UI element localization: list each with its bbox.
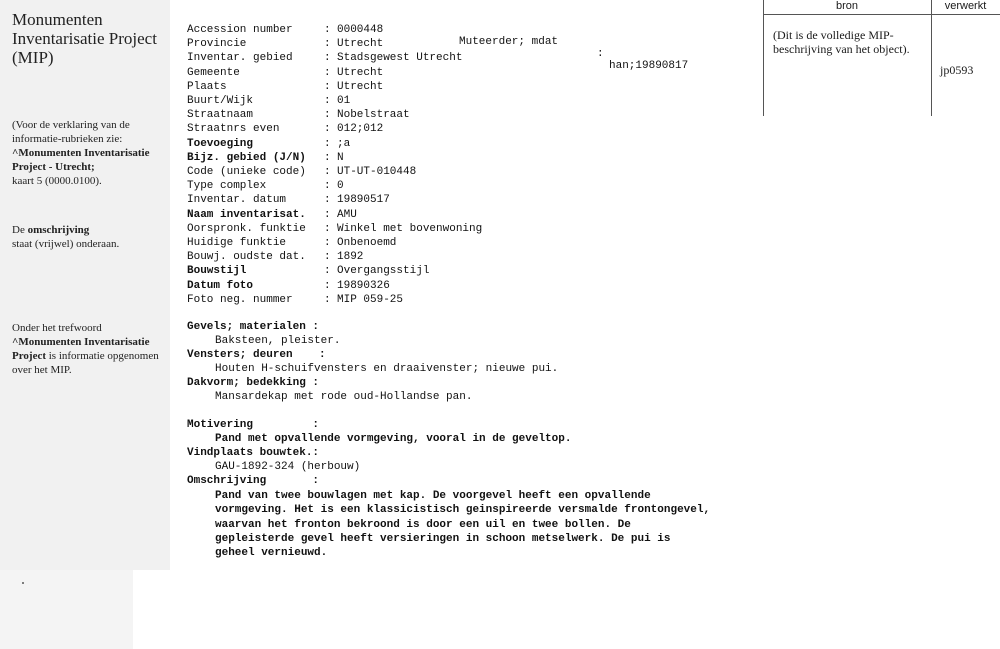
field-value: MIP 059-25: [337, 293, 404, 306]
mutation-label: Muteerder; mdat: [459, 36, 559, 48]
field-colon: :: [324, 38, 331, 51]
keyword-note-post: is informatie opgenomen over het MIP.: [12, 350, 159, 376]
speck-dot: [22, 582, 24, 584]
field-value: Utrecht: [337, 66, 384, 79]
legend-note-ref-tail: kaart 5 (0000.0100).: [12, 175, 102, 187]
dakvorm-text: Mansardekap met rode oud-Hollandse pan.: [215, 391, 473, 403]
vindplaats-text: GAU-1892-324 (herbouw): [215, 461, 361, 473]
col-verwerkt-header: verwerkt: [944, 0, 987, 12]
field-colon: :: [324, 109, 331, 122]
legend-note: [12, 118, 167, 188]
field-colon: :: [324, 237, 331, 249]
field-label: Huidige funktie: [187, 237, 287, 249]
field-label: Toevoeging: [187, 137, 254, 150]
field-value: AMU: [337, 208, 357, 221]
source-table-header: [763, 0, 1000, 15]
field-colon: :: [324, 194, 331, 207]
field-label: Foto neg. nummer: [187, 293, 293, 306]
field-value: 1892: [337, 251, 364, 264]
field-value: Utrecht: [337, 80, 384, 93]
field-label: Provincie: [187, 38, 247, 51]
field-colon: :: [324, 222, 331, 235]
field-value: 19890517: [337, 194, 390, 207]
field-label: Straatnrs even: [187, 123, 280, 136]
keyword-note-bold1: ^Monumenten Inventarisatie: [12, 336, 150, 348]
legend-note-ref: ^Monumenten Inventarisatie Project - Utrecht;: [12, 147, 150, 173]
field-colon: :: [324, 265, 331, 278]
field-value: Winkel met bovenwoning: [337, 222, 483, 235]
legend-note-intro: (Voor de verklaring van de informatie-rubrieken zie:: [12, 119, 130, 145]
keyword-note-pre: Onder het trefwoord: [12, 322, 102, 334]
field-value: 0000448: [337, 24, 384, 36]
source-table: [763, 0, 1000, 116]
mip-title: Monumenten Inventarisatie Project (MIP): [12, 10, 157, 67]
field-colon: :: [324, 293, 331, 306]
omschrijving-line: waarvan het fronton bekroond is door een uil en twee bollen. De: [215, 518, 631, 531]
mutation-value: han;19890817: [609, 60, 689, 72]
description-note-pre: De: [12, 224, 25, 236]
field-colon: :: [324, 137, 331, 150]
description-note-post: staat (vrijwel) onderaan.: [12, 238, 120, 250]
motivering-label: Motivering :: [187, 419, 320, 431]
keyword-note-bold2: Project: [12, 350, 46, 362]
field-label: Inventar. datum: [187, 194, 287, 207]
field-label: Bijz. gebied (J/N): [187, 151, 306, 164]
gevels-label: Gevels; materialen :: [187, 321, 320, 333]
omschrijving-line: Pand van twee bouwlagen met kap. De voorgevel heeft een opvallende: [215, 490, 651, 502]
omschrijving-label: Omschrijving :: [187, 475, 320, 487]
field-value: ;a: [337, 137, 351, 150]
dakvorm-label: Dakvorm; bedekking :: [187, 377, 320, 389]
field-value: Utrecht: [337, 38, 384, 51]
field-colon: :: [324, 123, 331, 136]
field-label: Accession number: [187, 24, 293, 36]
field-label: Buurt/Wijk: [187, 95, 254, 107]
vindplaats-label: Vindplaats bouwtek.:: [187, 447, 320, 459]
description-note: [12, 223, 167, 251]
gevels-text: Baksteen, pleister.: [215, 335, 341, 347]
field-label: Code (unieke code): [187, 166, 306, 178]
field-value: Overgangsstijl: [337, 265, 430, 278]
field-value: N: [337, 151, 344, 164]
field-colon: :: [324, 151, 331, 164]
field-colon: :: [324, 208, 331, 221]
field-value: UT-UT-010448: [337, 166, 417, 178]
field-value: 19890326: [337, 279, 390, 292]
motivering-text: Pand met opvallende vormgeving, vooral in de geveltop.: [215, 433, 572, 445]
verwerkt-cell: jp0593: [940, 63, 974, 77]
field-colon: :: [324, 80, 331, 93]
omschrijving-line: vormgeving. Het is een klassicistisch geinspireerde versmalde frontongevel,: [215, 504, 711, 517]
field-value: Onbenoemd: [337, 237, 397, 249]
field-colon: :: [324, 180, 331, 193]
omschrijving-line: geheel vernieuwd.: [215, 547, 328, 560]
field-label: Plaats: [187, 80, 227, 93]
mutation-colon: :: [597, 48, 604, 60]
left-bottom-panel: [0, 570, 133, 649]
field-label: Gemeente: [187, 66, 240, 79]
field-label: Straatnaam: [187, 109, 254, 122]
field-label: Naam inventarisat.: [187, 208, 306, 221]
col-bron-header: bron: [835, 0, 859, 12]
field-label: Bouwstijl: [187, 265, 247, 278]
left-info-column: [0, 0, 170, 570]
field-label: Inventar. gebied: [187, 52, 293, 65]
omschrijving-text: [215, 489, 775, 560]
field-colon: :: [324, 24, 331, 36]
mutation-field: [459, 24, 689, 84]
vensters-label: Vensters; deuren :: [187, 349, 326, 361]
vensters-text: Houten H-schuifvensters en draaivenster; nieuwe pui.: [215, 363, 559, 375]
description-note-bold: omschrijving: [27, 224, 90, 236]
field-colon: :: [324, 66, 331, 79]
table-column-divider: [931, 0, 932, 116]
field-label: Datum foto: [187, 279, 254, 292]
field-label: Oorspronk. funktie: [187, 222, 306, 235]
bron-cell: (Dit is de volledige MIP-beschrijving van het object).: [773, 28, 910, 56]
field-value: 0: [337, 180, 344, 193]
table-left-border: [763, 0, 764, 116]
keyword-note: [12, 321, 167, 377]
field-label: Type complex: [187, 180, 267, 193]
field-colon: :: [324, 279, 331, 292]
field-value: 01: [337, 95, 351, 107]
field-colon: :: [324, 95, 331, 107]
field-value: Nobelstraat: [337, 109, 410, 122]
field-colon: :: [324, 52, 331, 65]
field-label: Bouwj. oudste dat.: [187, 251, 306, 264]
field-colon: :: [324, 166, 331, 178]
field-value: 012;012: [337, 123, 384, 136]
omschrijving-line: gepleisterde gevel heeft versieringen in schoon metselwerk. De pui is: [215, 532, 671, 545]
field-value: Stadsgewest Utrecht: [337, 52, 463, 65]
field-colon: :: [324, 251, 331, 264]
